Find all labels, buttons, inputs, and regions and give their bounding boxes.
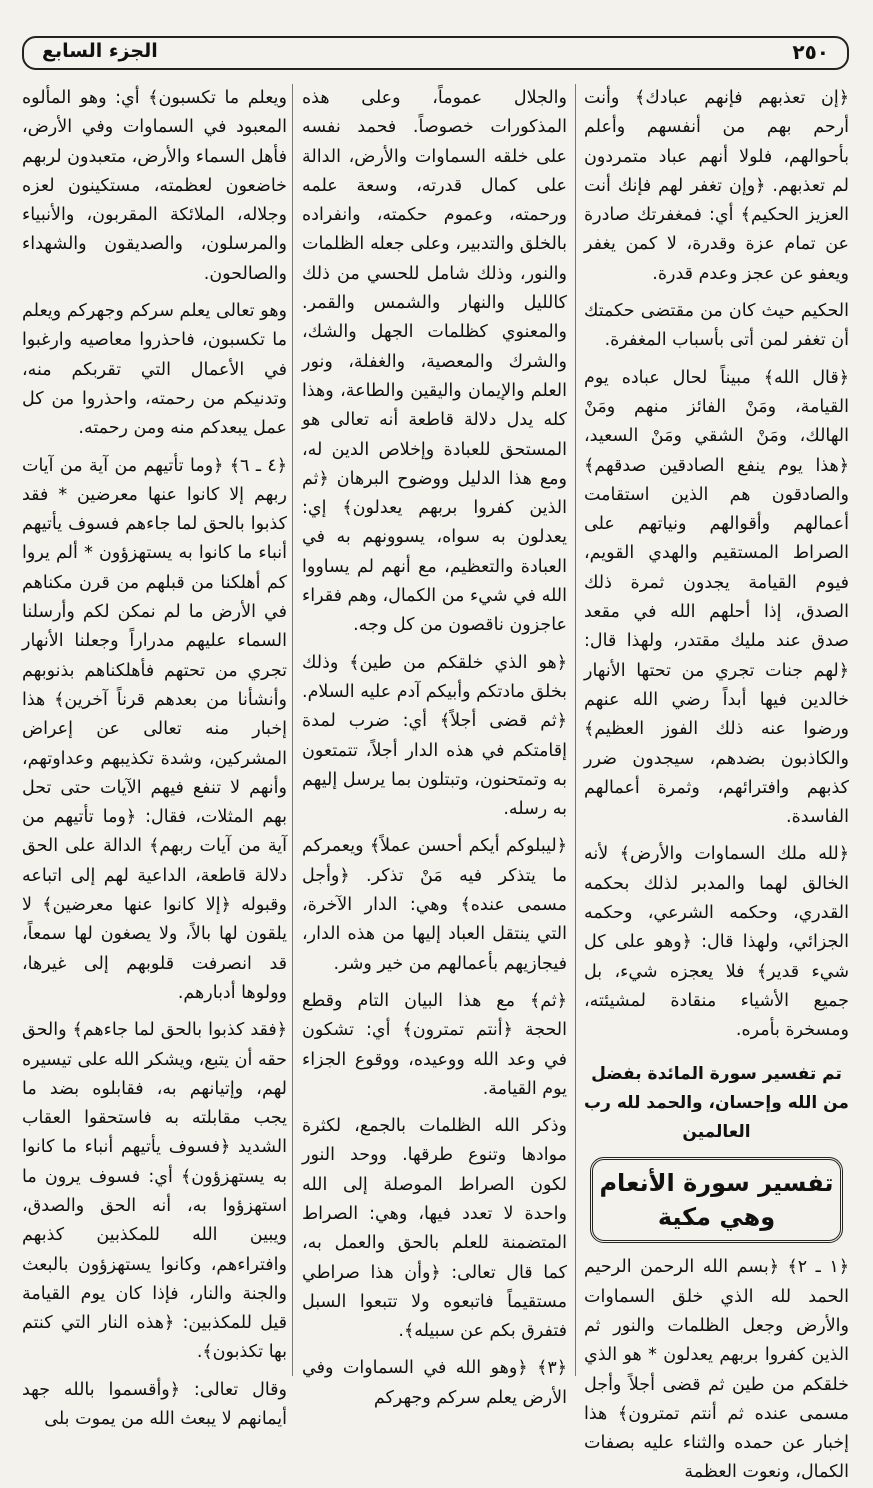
paragraph: ﴿١ ـ ٢﴾ ﴿بسم الله الرحمن الرحيم الحمد لله الذي خلق السماوات والأرض وجعل الظلمات والنور ثم الذين كفروا بربهم يعدلون * هو الذي خلقكم من طين ثم قضى أجلاً وأجل مسمى عنده ثم أنتم تمترون﴾ هذا إخبار عن حمده والثناء عليه بصفات الكمال، ونعوت العظمة — [584, 1257, 849, 1483]
surah-title: تفسير سورة الأنعام — [599, 1169, 834, 1198]
paragraph: ﴿لله ملك السماوات والأرض﴾ لأنه الخالق لهما والمدبر لذلك بحكمه القدري، وحكمه الشرعي، وحكمه الجزائي، ولهذا قال: ﴿وهو على كل شيء قدير﴾ فلا يعجزه شيء، بل جميع الأشياء منقادة لمشيئته، ومسخرة بأمره. — [584, 844, 849, 1041]
page-number: ٢٥٠ — [792, 40, 829, 64]
paragraph: ﴿ثم﴾ مع هذا البيان التام وقطع الحجة ﴿أنتم تمترون﴾ أي: تشكون في وعد الله ووعيده، ووقوع الجزاء يوم القيامة. — [302, 990, 567, 1099]
surah-subtitle: وهي مكية — [657, 1203, 776, 1232]
surah-title-box — [590, 1157, 843, 1243]
paragraph: الحكيم حيث كان من مقتضى حكمتك أن تغفر لمن أتى بأسباب المغفرة. — [584, 301, 849, 351]
paragraph: وهو تعالى يعلم سركم وجهركم ويعلم ما تكسبون، فاحذروا معاصيه وارغبوا في الأعمال التي تقربكم منه، وتدنيكم من رحمته، واحذروا من كل عمل يبعدكم منه ومن رحمته. — [22, 301, 287, 439]
column-left — [22, 84, 287, 1430]
page-header — [22, 36, 849, 70]
paragraph: ﴿قال الله﴾ مبيناً لحال عباده يوم القيامة، ومَنْ الفائز منهم ومَنْ الهالك، ومَنْ الشقي ومَنْ السعيد، ﴿هذا يوم ينفع الصادقين صدقهم﴾ والصادقون هم الذين استقامت أعمالهم وأقوالهم ونياتهم على الصراط المستقيم والهدي القويم، فيوم القيامة يجدون ثمرة ذلك الصدق، إذا أحلهم الله في مقعد صدق عند مليك مقتدر، ولهذا قال: ﴿لهم جنات تجري من تحتها الأنهار خالدين فيها أبداً رضي الله عنهم ورضوا عنه ذلك الفوز العظيم﴾ والكاذبون بضدهم، سيجدون ضرر كذبهم وافترائهم، وثمرة أعمالهم الفاسدة. — [584, 367, 849, 828]
part-title: الجزء السابع — [42, 40, 158, 62]
paragraph: ﴿هو الذي خلقكم من طين﴾ وذلك بخلق مادتكم وأبيكم آدم عليه السلام. ﴿ثم قضى أجلاً﴾ أي: ضرب لمدة إقامتكم في هذه الدار أجلاً، تتمتعون به وتمتحنون، وتبتلون بما يرسل إليهم به رسله. — [302, 652, 567, 820]
column-right — [584, 84, 849, 1483]
paragraph: ﴿فقد كذبوا بالحق لما جاءهم﴾ والحق حقه أن يتبع، ويشكر الله على تيسيره لهم، وإتيانهم به، فقابلوه بضد ما يجب مقابلته به فاستحقوا العقاب الشديد ﴿فسوف يأتيهم أنباء ما كانوا به يستهزؤون﴾ أي: فسوف يرون ما استهزؤوا به، أنه الحق والصدق، ويبين الله للمكذبين كذبهم وافتراءهم، وكانوا يستهزؤون بالبعث والجنة والنار، فإذا كان يوم القيامة قيل للمكذبين: ﴿هذه النار التي كنتم بها تكذبون﴾. — [22, 1020, 287, 1363]
paragraph: والجلال عموماً، وعلى هذه المذكورات خصوصاً. فحمد نفسه على خلقه السماوات والأرض، الدالة على كمال قدرته، وسعة علمه ورحمته، وعموم حكمته، وانفراده بالخلق والتدبير، وعلى جعله الظلمات والنور، وذلك شامل للحسي من ذلك كالليل والنهار والشمس والقمر. والمعنوي كظلمات الجهل والشك، والشرك والمعصية، والغفلة، ونور العلم والإيمان واليقين والطاعة، وهذا كله يدل دلالة قاطعة أنه تعالى هو المستحق للعبادة وإخلاص الدين له، ومع هذا الدليل ووضوح البرهان ﴿ثم الذين كفروا بربهم يعدلون﴾ إي: يعدلون به سواه، يسوونهم به في العبادة والتعظيم، مع أنهم لم يساووا الله في شيء من الكمال، وهم فقراء عاجزون ناقصون من كل وجه. — [302, 88, 567, 636]
column-middle — [302, 84, 567, 1408]
paragraph: وقال تعالى: ﴿وأقسموا بالله جهد أيمانهم لا يبعث الله من يموت بلى — [22, 1379, 287, 1430]
column-divider — [292, 84, 293, 1376]
paragraph: ﴿إن تعذبهم فإنهم عبادك﴾ وأنت أرحم بهم من أنفسهم وأعلم بأحوالهم، فلولا أنهم عباد متمردون لم تعذبهم. ﴿وإن تغفر لهم فإنك أنت العزيز الحكيم﴾ أي: فمغفرتك صادرة عن تمام عزة وقدرة، لا كمن يغفر ويعفو عن عجز وعدم قدرة. — [584, 88, 849, 284]
paragraph: ويعلم ما تكسبون﴾ أي: وهو المألوه المعبود في السماوات وفي الأرض، فأهل السماء والأرض، متعبدون لربهم خاضعون لعظمته، مستكينون لعزه وجلاله، الملائكة المقربون، والأنبياء والمرسلون، والصديقون والشهداء والصالحون. — [22, 88, 287, 284]
paragraph: وذكر الله الظلمات بالجمع، لكثرة موادها وتنوع طرقها. ووحد النور لكون الصراط الموصلة إلى الله واحدة لا تعدد فيها، وهي: الصراط المتضمنة للعلم بالحق والعمل به، كما قال تعالى: ﴿وأن هذا صراطي مستقيماً فاتبعوه ولا تتبعوا السبل فتفرق بكم عن سبيله﴾. — [302, 1116, 567, 1342]
paragraph: ﴿٤ ـ ٦﴾ ﴿وما تأتيهم من آية من آيات ربهم إلا كانوا عنها معرضين * فقد كذبوا بالحق لما جاءهم فسوف يأتيهم أنباء ما كانوا به يستهزؤون * ألم يروا كم أهلكنا من قبلهم من قرن مكناهم في الأرض ما لم نمكن لكم وأرسلنا السماء عليهم مدراراً وجعلنا الأنهار تجري من تحتهم فأهلكناهم بذنوبهم وأنشأنا من بعدهم قرناً آخرين﴾ هذا إخبار منه تعالى عن إعراض المشركين، وشدة تكذيبهم وعداوتهم، وأنهم لا تنفع فيهم الآيات حتى تحل بهم المثلات، فقال: ﴿وما تأتيهم من آية من آيات ربهم﴾ الدالة على الحق دلالة قاطعة، الداعية لهم إلى اتباعه وقبوله ﴿إلا كانوا عنها معرضين﴾ لا يلقون لها بالاً، ولا يصغون لها سمعاً، قد انصرفت قلوبهم إلى غيرها، وولوها أدبارهم. — [22, 455, 287, 1003]
surah-closing-note: تم تفسير سورة المائدة بفضل من الله وإحسان، والحمد لله رب العالمين — [584, 1063, 849, 1143]
paragraph: ﴿ليبلوكم أيكم أحسن عملاً﴾ ويعمركم ما يتذكر فيه مَنْ تذكر. ﴿وأجل مسمى عنده﴾ وهي: الدار الآخرة، التي ينتقل العباد إليها من هذه الدار، فيجازيهم بأعمالهم من خير وشر. — [302, 836, 567, 974]
column-divider — [575, 84, 576, 1376]
paragraph: ﴿٣﴾ ﴿وهو الله في السماوات وفي الأرض يعلم سركم وجهركم — [302, 1358, 567, 1408]
